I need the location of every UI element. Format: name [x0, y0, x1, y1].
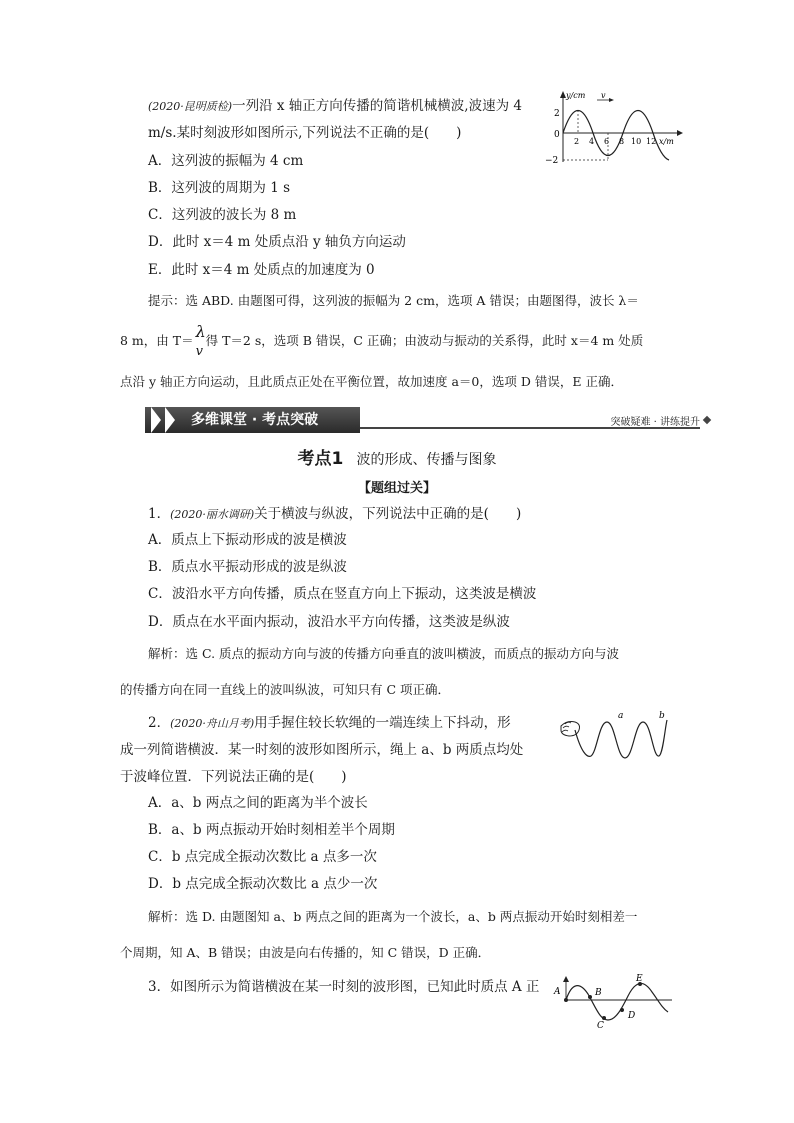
q0-graph-xtick-12: 12: [646, 137, 657, 146]
q3-label-c: C: [597, 1021, 604, 1030]
q0-stem-line1: [148, 97, 522, 116]
q0-option-c: C．这列波的波长为 8 m: [148, 207, 297, 223]
q1-explanation-line1: 解析：选 C. 质点的振动方向与波的传播方向垂直的波叫横波，而质点的振动方向与波: [148, 646, 620, 661]
q2-source: (2020·舟山月考): [170, 717, 255, 730]
q2-explanation-line1: 解析：选 D. 由题图知 a、b 两点之间的距离为一个波长，a、b 两点振动开始时刻相差一: [148, 909, 638, 924]
q0-option-e: E．此时 x＝4 m 处质点的加速度为 0: [148, 262, 375, 278]
q0-graph-xtick-8: 8: [619, 137, 625, 146]
q0-graph-ytick-neg2: −2: [545, 156, 559, 166]
subheading: 【题组过关】: [357, 481, 436, 496]
q3-label-b: B: [595, 988, 602, 998]
q1-option-d: D．质点在水平面内振动，波沿水平方向传播，这类波是纵波: [148, 614, 510, 630]
q0-hint-frac-num: λ: [195, 322, 206, 341]
q0-stem-text1: 一列沿 x 轴正方向传播的简谐机械横波,波速为 4: [232, 98, 522, 114]
q0-hint-line1: 提示：选 ABD. 由题图可得，这列波的振幅为 2 cm，选项 A 错误；由题图得，波长 λ＝: [148, 293, 639, 308]
q1-source: (2020·丽水调研): [170, 508, 255, 521]
q2-option-b: B．a、b 两点振动开始时刻相差半个周期: [148, 822, 395, 838]
q0-option-b: B．这列波的周期为 1 s: [148, 180, 291, 196]
q0-graph-ytick-2: 2: [554, 109, 560, 119]
q2-option-d: D．b 点完成全振动次数比 a 点少一次: [148, 876, 378, 892]
q2-fig-label-b: b: [659, 711, 665, 721]
q0-option-a: A．这列波的振幅为 4 cm: [148, 153, 304, 169]
q2-stem-line3: 于波峰位置．下列说法正确的是( ): [120, 769, 347, 785]
q1-option-b: B．质点水平振动形成的波是纵波: [148, 559, 347, 575]
kaodian-label: 考点1: [297, 449, 344, 469]
q2-rope-wave-figure: [555, 708, 675, 766]
q0-hint-fraction: [194, 322, 206, 359]
q2-explanation-line2: 个周期，知 A、B 错误；由波是向右传播的，知 C 错误，D 正确．: [120, 945, 491, 960]
banner-title: 多维课堂 · 考点突破: [145, 407, 360, 433]
q2-stem-line2: 成一列简谐横波．某一时刻的波形如图所示，绳上 a、b 两质点均处: [120, 742, 524, 758]
q2-fig-label-a: a: [618, 711, 624, 721]
q0-graph-xtick-10: 10: [631, 137, 642, 146]
q0-stem-line2: m/s.某时刻波形如图所示,下列说法不正确的是( ): [148, 125, 462, 141]
q2-option-a: A．a、b 两点之间的距离为半个波长: [148, 795, 368, 811]
q0-graph-vlabel: v: [601, 91, 606, 100]
q0-graph-xtick-4: 4: [589, 137, 595, 146]
q2-option-c: C．b 点完成全振动次数比 a 点多一次: [148, 849, 377, 865]
kaodian-heading: [0, 444, 794, 469]
q2-stem-line1: [148, 714, 511, 733]
q0-graph-ytick-0: 0: [554, 130, 560, 140]
q0-hint-frac-den: v: [195, 344, 203, 359]
banner-tag: 突破疑难 · 讲练提升: [610, 417, 700, 428]
q0-option-d: D．此时 x＝4 m 处质点沿 y 轴负方向运动: [148, 234, 406, 250]
q3-stem: 3．如图所示为简谐横波在某一时刻的波形图，已知此时质点 A 正: [148, 979, 540, 995]
q2-stem-text1: 用手握住较长软绳的一端连续上下抖动，形: [254, 715, 511, 731]
q3-wave-figure: [550, 972, 674, 1030]
q0-hint-line3: 点沿 y 轴正方向运动，且此质点正处在平衡位置，故加速度 a＝0，选项 D 错误，E 正确．: [120, 374, 623, 389]
q0-wave-graph: [545, 88, 685, 168]
q3-label-a: A: [554, 987, 561, 997]
q1-explanation-line2: 的传播方向在同一直线上的波叫纵波，可知只有 C 项正确．: [120, 682, 451, 697]
banner-chevron-1: [151, 407, 161, 433]
q1-stem-text: 关于横波与纵波，下列说法中正确的是( ): [254, 506, 522, 522]
kaodian-title: 波的形成、传播与图象: [356, 452, 497, 468]
q0-graph-xlabel: x/m: [659, 137, 674, 146]
q1-option-a: A．质点上下振动形成的波是横波: [148, 532, 347, 548]
q1-option-c: C．波沿水平方向传播，质点在竖直方向上下振动，这类波是横波: [148, 586, 537, 602]
q3-label-e: E: [636, 974, 643, 984]
q2-number: 2．: [148, 715, 171, 731]
q3-label-d: D: [628, 1011, 636, 1021]
q0-graph-xtick-2: 2: [574, 137, 580, 146]
q0-source: (2020·昆明质检): [148, 100, 233, 113]
q0-graph-xtick-6: 6: [604, 137, 610, 146]
banner-chevron-2: [165, 407, 175, 433]
q1-number: 1．: [148, 506, 171, 522]
section-banner: [145, 407, 710, 433]
q0-hint-text-b: 得 T＝2 s，选项 B 错误，C 正确；由波动与振动的关系得，此时 x＝4 m 处质: [205, 333, 644, 348]
q0-graph-ylabel: y/cm: [566, 91, 586, 100]
q0-hint-line2: [120, 322, 644, 359]
q0-hint-text-a: 8 m，由 T＝: [120, 333, 194, 348]
diamond-icon: [703, 416, 711, 424]
q1-stem: [148, 505, 521, 524]
